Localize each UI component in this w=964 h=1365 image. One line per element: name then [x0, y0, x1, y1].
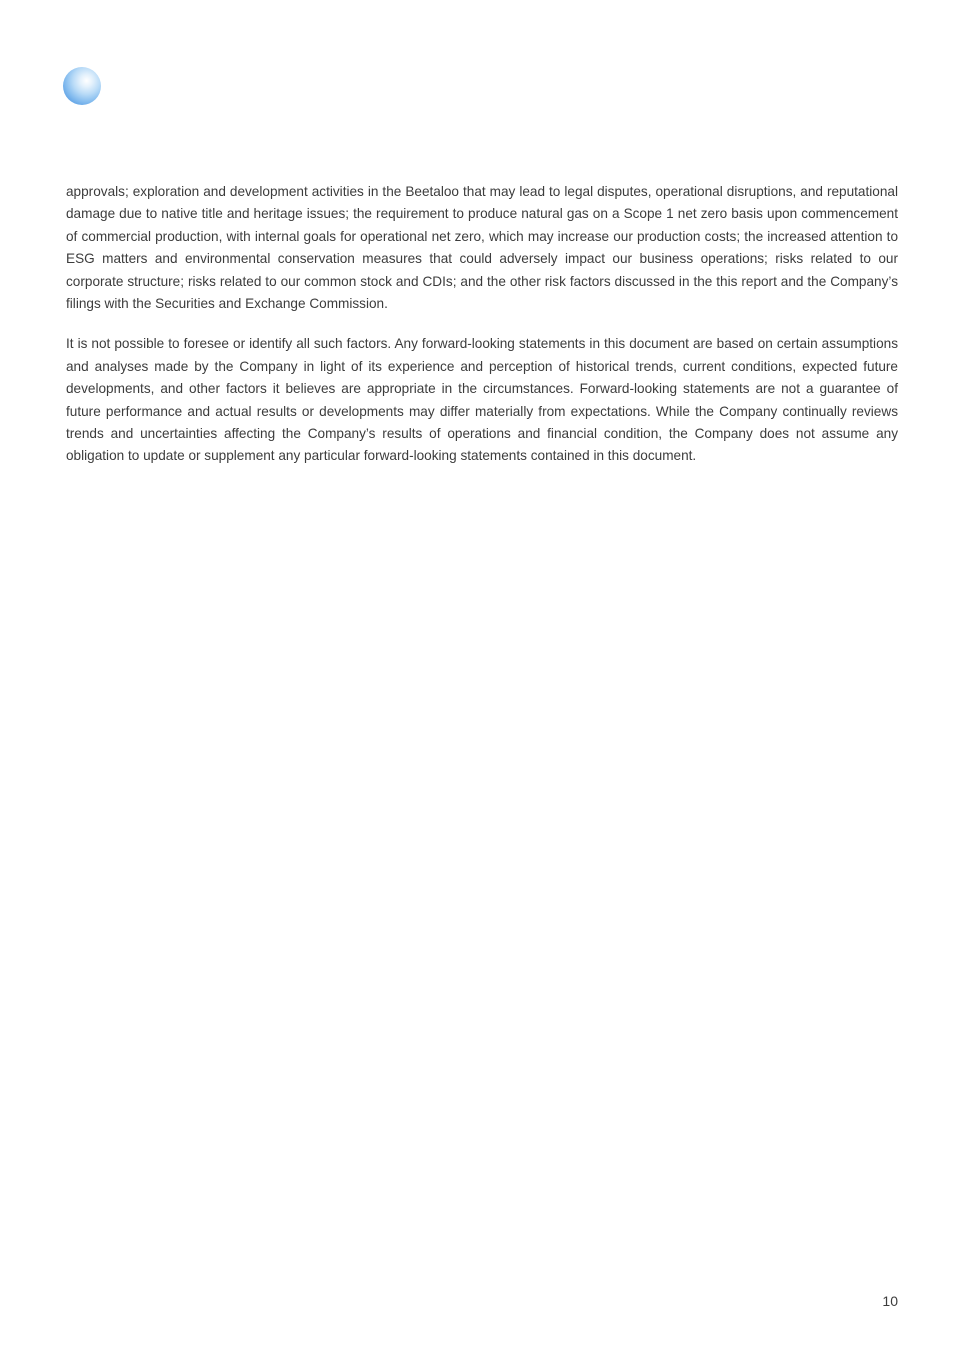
body-text: [66, 181, 898, 486]
page-number: 10: [882, 1293, 898, 1309]
company-logo-sphere-icon: [63, 67, 101, 105]
paragraph-forward-looking-disclaimer: It is not possible to foresee or identify all such factors. Any forward-looking statements in this document are based on certain assumptions and analyses made by the Company in light of its experience and perception of historical trends, current conditions, expected future developments, and other factors it believes are appropriate in the circumstances. Forward-looking statements are not a guarantee of future performance and actual results or developments may differ materially from expectations. While the Company continually reviews trends and uncertainties affecting the Company’s results of operations and financial condition, the Company does not assume any obligation to update or supplement any particular forward-looking statements contained in this document.: [66, 336, 898, 464]
paragraph-risk-factors: approvals; exploration and development activities in the Beetaloo that may lead to legal disputes, operational disruptions, and reputational damage due to native title and heritage issues; the requirement to produce natural gas on a Scope 1 net zero basis upon commencement of commercial production, with internal goals for operational net zero, which may increase our production costs; the increased attention to ESG matters and environmental conservation measures that could adversely impact our business operations; risks related to our corporate structure; risks related to our common stock and CDIs; and the other risk factors discussed in the this report and the Company’s filings with the Securities and Exchange Commission.: [66, 184, 898, 312]
